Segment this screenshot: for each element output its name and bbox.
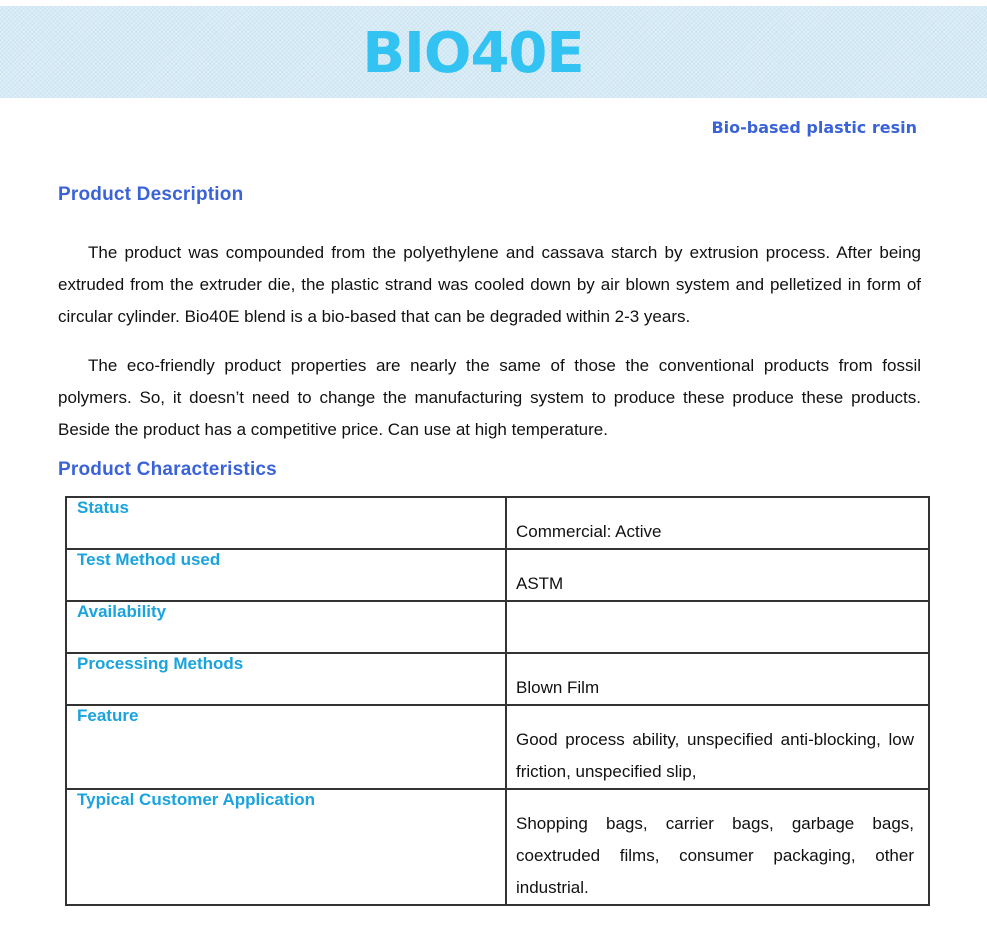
table-row bbox=[66, 601, 929, 653]
row-value bbox=[506, 601, 929, 653]
row-label: Processing Methods bbox=[66, 653, 506, 705]
product-title: BIO40E bbox=[362, 21, 584, 86]
table-row bbox=[66, 705, 929, 789]
section-heading-description: Product Description bbox=[58, 184, 244, 205]
row-label: Availability bbox=[66, 601, 506, 653]
table-row bbox=[66, 789, 929, 905]
row-value: Shopping bags, carrier bags, garbage bags, coextruded films, consumer packaging, other industrial. bbox=[506, 789, 929, 905]
row-value: Blown Film bbox=[506, 653, 929, 705]
section-heading-characteristics: Product Characteristics bbox=[58, 459, 277, 480]
table-row bbox=[66, 549, 929, 601]
product-subtitle: Bio-based plastic resin bbox=[711, 118, 917, 137]
description-paragraph-2: The eco-friendly product properties are nearly the same of those the conventional products from fossil polymers. So, it doesn’t need to change the manufacturing system to produce these produce these products. Beside the product has a competitive price. Can use at high temperature. bbox=[58, 356, 921, 439]
row-label: Status bbox=[66, 497, 506, 549]
description-paragraph-1: The product was compounded from the polyethylene and cassava starch by extrusion process. After being extruded from the extruder die, the plastic strand was cooled down by air blown system and pelletized in form of circular cylinder. Bio40E blend is a bio-based that can be degraded within 2-3 years. bbox=[58, 243, 921, 326]
row-label: Typical Customer Application bbox=[66, 789, 506, 905]
row-value: Commercial: Active bbox=[506, 497, 929, 549]
row-label: Test Method used bbox=[66, 549, 506, 601]
table-row bbox=[66, 653, 929, 705]
characteristics-table bbox=[65, 496, 930, 906]
row-label: Feature bbox=[66, 705, 506, 789]
row-value: Good process ability, unspecified anti-blocking, low friction, unspecified slip, bbox=[506, 705, 929, 789]
table-row bbox=[66, 497, 929, 549]
row-value: ASTM bbox=[506, 549, 929, 601]
